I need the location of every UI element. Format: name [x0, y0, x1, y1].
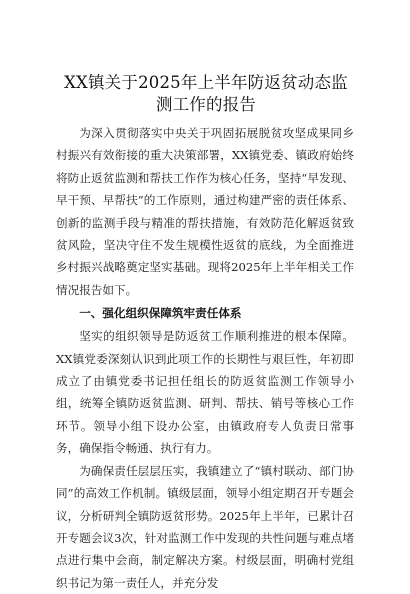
body-paragraph-2: 为确保责任层层压实，我镇建立了“镇村联动、部门协同”的高效工作机制。镇级层面，领导小组定期召开专题会议，分析研判全镇防返贫形势。2025年上半年，已累计召开专题会议3次，针对监测工作中发现的共性问题与难点堵点进行集中会商，制定解决方案。村级层面，明确村党组织书记为第一责任人，并充分发	[56, 463, 354, 590]
section-heading: 一、强化组织保障筑牢责任体系	[79, 306, 242, 321]
intro-paragraph: 为深入贯彻落实中央关于巩固拓展脱贫攻坚成果同乡村振兴有效衔接的重大决策部署，XX镇党委、镇政府始终将防止返贫监测和帮扶工作作为核心任务，坚持“早发现、早干预、早帮扶”的工作原则，通过构建严密的责任体系、创新的监测手段与精准的帮扶措施，有效防范化解返贫致贫风险，坚决守住不发生规模性返贫的底线，为全面推进乡村振兴战略奠定坚实基础。现将2025年上半年相关工作情况报告如下。	[56, 126, 354, 297]
document-body	[56, 122, 354, 594]
body-paragraph-1: 坚实的组织领导是防返贫工作顺利推进的根本保障。XX镇党委深刻认识到此项工作的长期性与艰巨性，年初即成立了由镇党委书记担任组长的防返贫监测工作领导小组，统筹全镇防返贫监测、研判、帮扶、销号等核心工作环节。领导小组下设办公室，由镇政府专人负责日常事务，确保指令畅通、执行有力。	[56, 329, 354, 456]
document-title: XX镇关于2025年上半年防返贫动态监测工作的报告	[64, 73, 348, 114]
